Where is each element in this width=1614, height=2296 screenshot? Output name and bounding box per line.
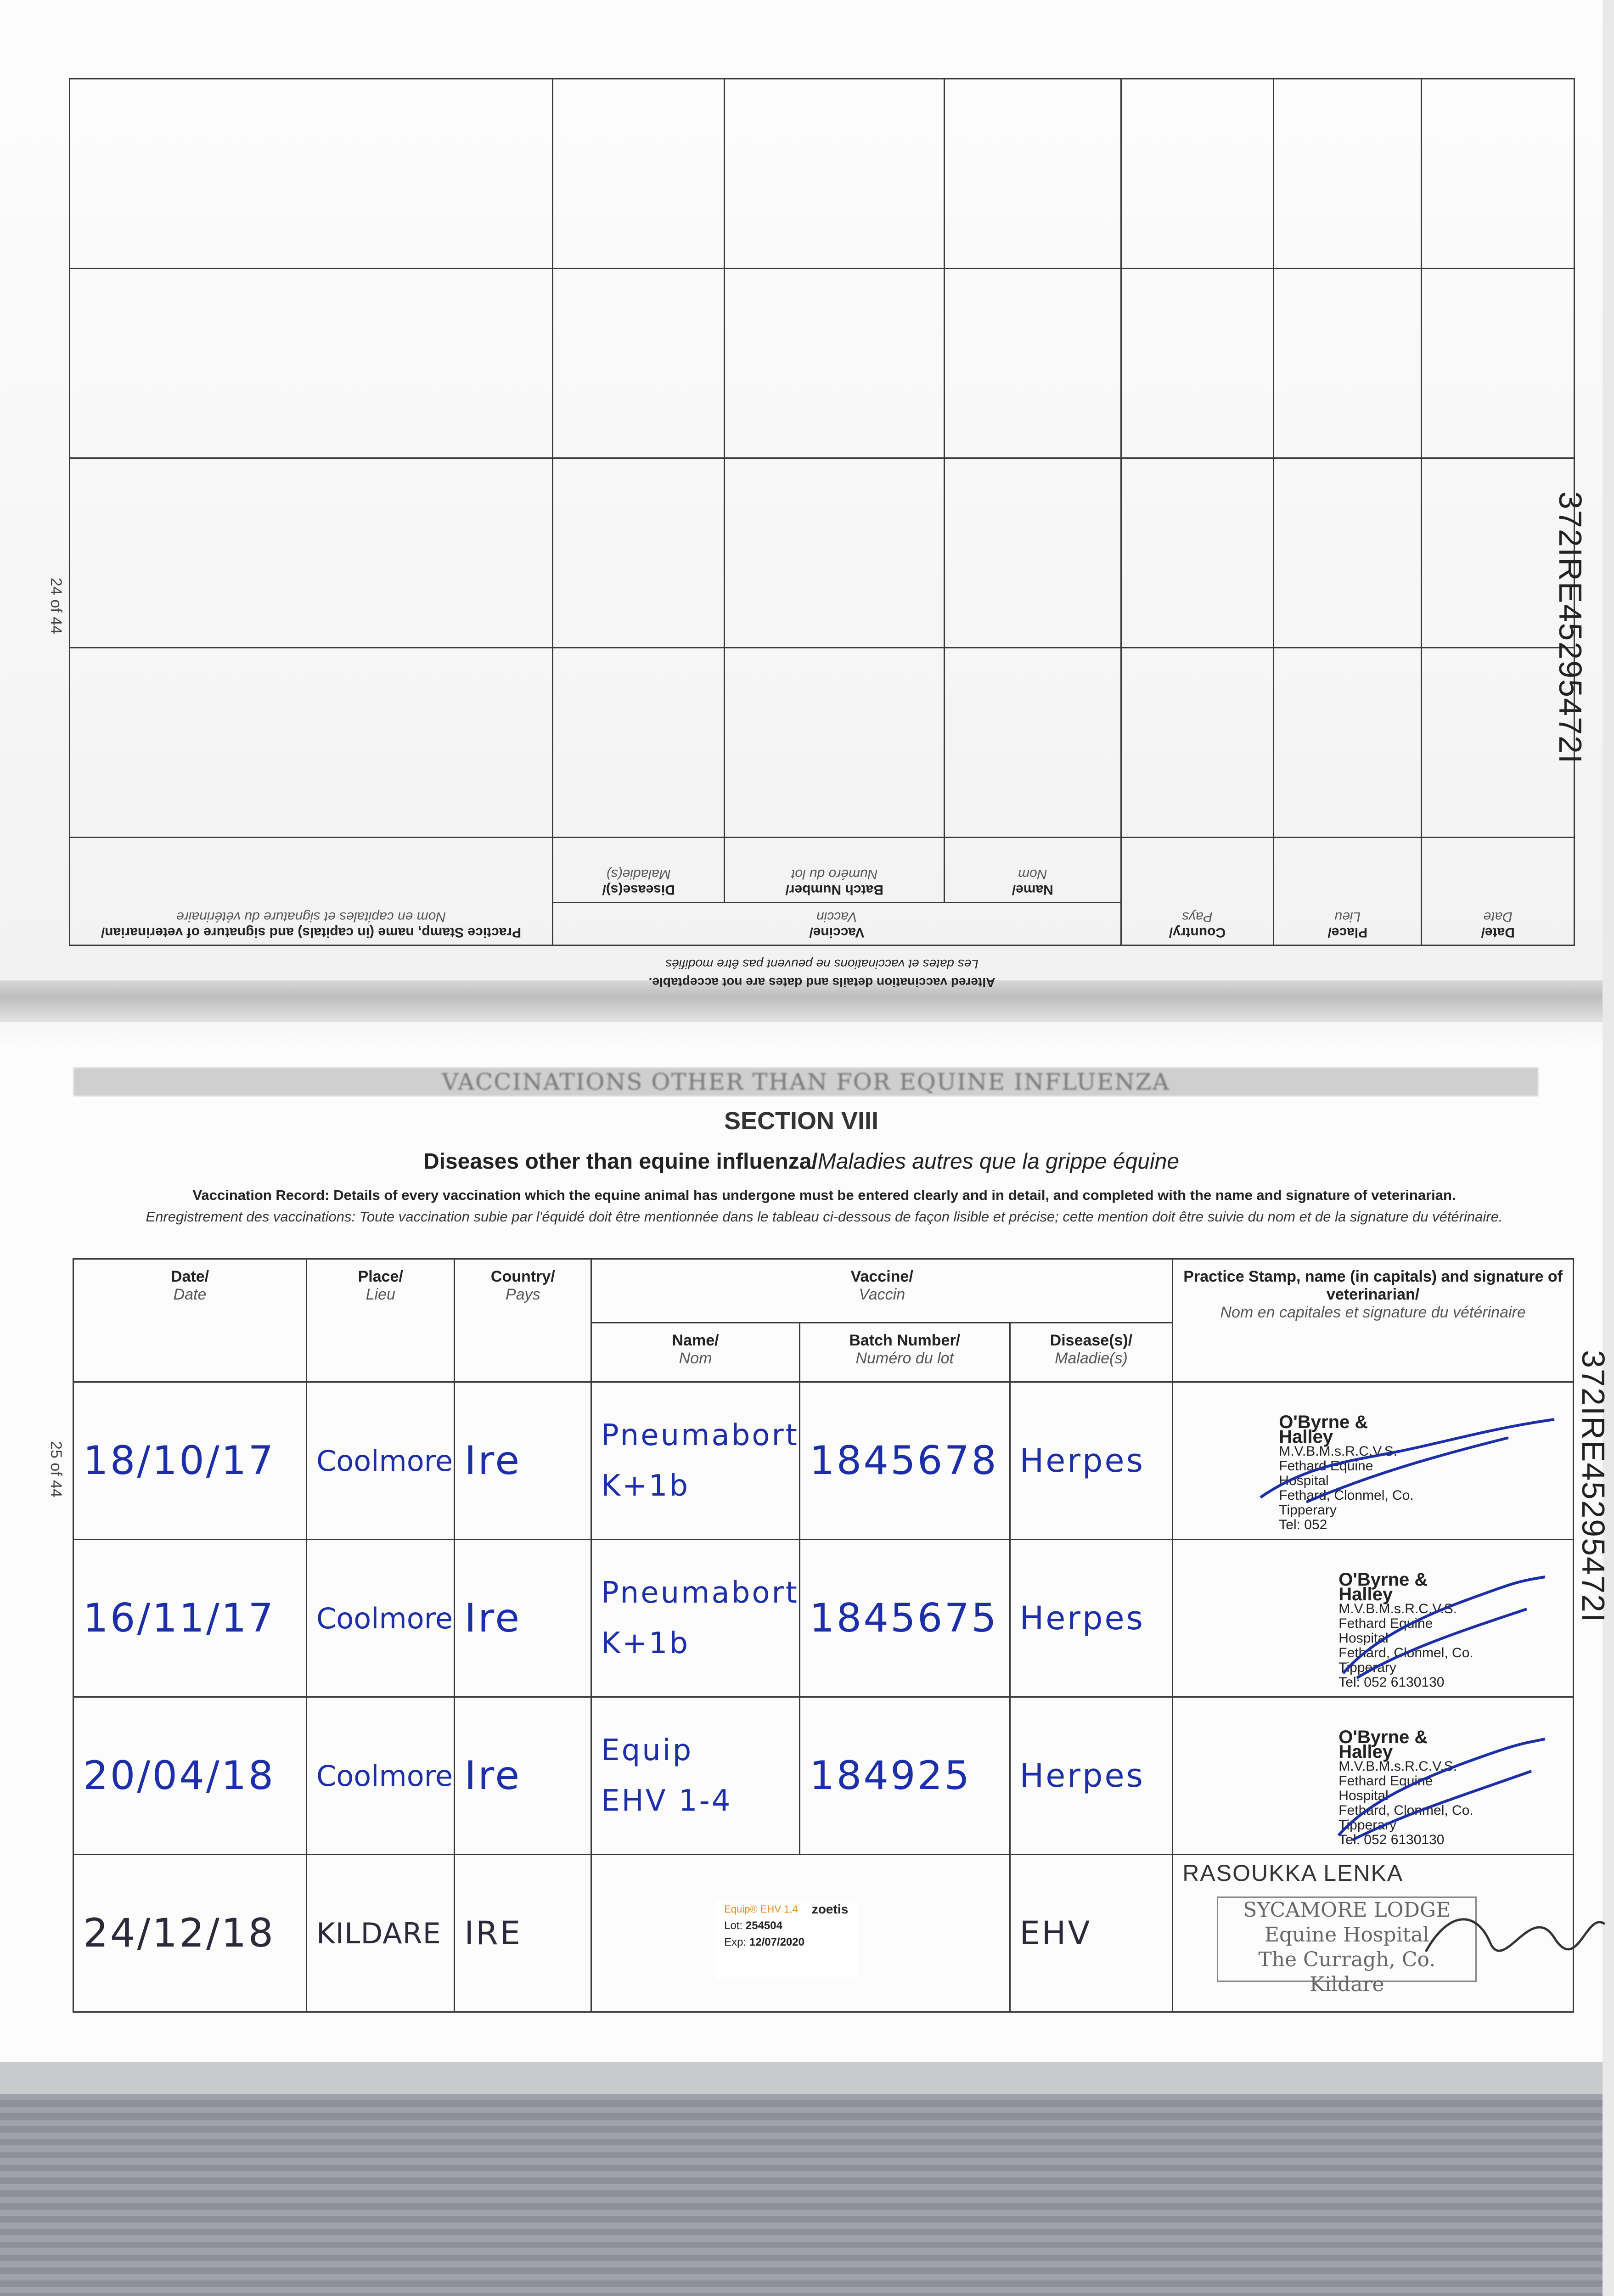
cell-date: 20/04/18	[73, 1697, 307, 1855]
cell-vaccine-name	[591, 1540, 800, 1697]
altered-note: Altered vaccination details and dates are not acceptable.	[648, 975, 995, 990]
sticker-maker: zoetis	[811, 1902, 849, 1916]
record-instructions: Vaccination Record: Details of every vaccination which the equine animal has undergone must be entered clearly and in detail, and completed with the name and signature of veterinarian.	[192, 1187, 1456, 1203]
vaccine-name-line1: Pneumabort	[601, 1576, 799, 1610]
section-banner: VACCINATIONS OTHER THAN FOR EQUINE INFLUENZA	[73, 1068, 1538, 1096]
vaccine-name-line1: Pneumabort	[601, 1418, 799, 1452]
practice-stamp: O'Byrne & Halley M.V.B.M.s.R.C.V.S. Fethard Equine Hospital Fethard, Clonmel, Co. Tipperary Tel: 052	[1279, 1412, 1414, 1532]
vaccination-table	[73, 1258, 1574, 2013]
header-diseases: Disease(s)/ Maladie(s)	[1010, 1323, 1173, 1382]
cell-place: Coolmore	[307, 1697, 455, 1855]
table-row	[73, 1540, 1574, 1697]
section-title: SECTION VIII	[724, 1107, 879, 1135]
practice-stamp: O'Byrne & Halley M.V.B.M.s.R.C.V.S. Fethard Equine Hospital Fethard, Clonmel, Co. Tipperary Tel: 052 6130130	[1338, 1570, 1473, 1690]
record-instructions-fr: Enregistrement des vaccinations: Toute vaccination subie par l'équidé doit être mentionnée dans le tableau ci-dessous de façon lisible et précise; cette mention doit être suivie du nom et de la signature du vétérinaire.	[146, 1209, 1503, 1225]
header-stamp: Practice Stamp, name (in capitals) and signature of veterinarian/ Nom en capitales et signature du vétérinaire	[1173, 1259, 1574, 1382]
cell-disease: Herpes	[1010, 1697, 1173, 1855]
header-country: Country/ Pays	[1121, 838, 1274, 945]
section-subtitle: Diseases other than equine influenza/Maladies autres que la grippe équine	[423, 1149, 1180, 1174]
vaccine-name-line2: K+1b	[601, 1469, 690, 1503]
lower-page-number: 25 of 44	[47, 1441, 65, 1497]
cell-batch: 184925	[799, 1697, 1010, 1855]
cell-disease: Herpes	[1010, 1540, 1173, 1697]
binder-edge	[0, 2062, 1603, 2296]
cell-country: Ire	[455, 1697, 591, 1855]
cell-country: Ire	[455, 1540, 591, 1697]
cell-date: 16/11/17	[73, 1540, 307, 1697]
cell-stamp	[1173, 1697, 1574, 1855]
vaccine-name-line2: K+1b	[601, 1626, 690, 1660]
cell-vaccine-name	[591, 1382, 800, 1540]
header-date: Date/ Date	[1422, 838, 1575, 945]
header-date: Date/ Date	[73, 1259, 307, 1382]
cell-vaccine-name	[591, 1697, 800, 1855]
table-row	[70, 648, 1575, 838]
cell-vaccine-name	[591, 1855, 1010, 2012]
vaccine-name-line2: EHV 1-4	[601, 1784, 732, 1818]
cell-stamp	[1173, 1540, 1574, 1697]
upper-passport-id: 372IRE45295472I	[1552, 491, 1588, 765]
header-country: Country/ Pays	[455, 1259, 591, 1382]
signature-icon	[1251, 1410, 1573, 1516]
upper-vaccination-table	[69, 78, 1575, 946]
lower-passport-id: 372IRE45295472I	[1575, 1350, 1611, 1623]
cell-country: Ire	[455, 1382, 591, 1540]
cell-place: Coolmore	[307, 1382, 455, 1540]
header-place: Place/ Lieu	[307, 1259, 455, 1382]
practice-stamp: O'Byrne & Halley M.V.B.M.s.R.C.V.S. Fethard Equine Hospital Fethard, Clonmel, Co. Tipperary Tel: 052 6130130	[1338, 1727, 1473, 1847]
vaccine-sticker: Equip® EHV 1,4 zoetis Lot: 254504 Exp: 12/07/2020	[716, 1901, 857, 1979]
header-batch: Batch Number/ Numéro du lot	[725, 838, 945, 903]
signature-icon	[1251, 1568, 1573, 1687]
table-header-row	[70, 903, 1575, 945]
cell-stamp	[1173, 1382, 1574, 1540]
cell-stamp	[1173, 1855, 1574, 2012]
cell-date: 18/10/17	[73, 1382, 307, 1540]
sticker-exp: 12/07/2020	[749, 1936, 804, 1948]
vaccine-name-line1: Equip	[601, 1733, 693, 1767]
table-row	[70, 79, 1575, 269]
header-stamp: Practice Stamp, name (in capitals) and signature of veterinarian/ Nom en capitales et signature du vétérinaire	[70, 838, 553, 945]
sycamore-stamp: SYCAMORE LODGE Equine Hospital The Curragh, Co. Kildare	[1217, 1896, 1477, 1982]
cell-date: 24/12/18	[73, 1855, 307, 2012]
table-header-row	[73, 1259, 1574, 1323]
header-diseases: Disease(s)/ Maladie(s)	[553, 838, 725, 903]
cell-country: IRE	[455, 1855, 591, 2012]
header-batch: Batch Number/ Numéro du lot	[799, 1323, 1010, 1382]
vet-name: RASOUKKA LENKA	[1182, 1860, 1404, 1886]
table-row	[73, 1855, 1574, 2012]
table-row	[73, 1382, 1574, 1540]
header-name: Name/ Nom	[944, 838, 1121, 903]
sticker-lot: 254504	[745, 1919, 782, 1932]
signature-icon	[1251, 1725, 1573, 1845]
cell-batch: 1845675	[799, 1540, 1010, 1697]
table-row	[70, 269, 1575, 458]
upper-page-content	[69, 73, 1575, 990]
sticker-brand: Equip® EHV 1,4	[724, 1903, 798, 1915]
table-row	[73, 1697, 1574, 1855]
cell-disease: EHV	[1010, 1855, 1173, 2012]
header-vaccine: Vaccine/ Vaccin	[591, 1259, 1173, 1323]
header-vaccine: Vaccine/ Vaccin	[553, 903, 1121, 945]
signature-icon	[1421, 1883, 1614, 1975]
cell-disease: Herpes	[1010, 1382, 1173, 1540]
cell-place: KILDARE	[307, 1855, 455, 2012]
upper-page-number: 24 of 44	[47, 578, 65, 634]
header-place: Place/ Lieu	[1274, 838, 1422, 945]
cell-batch: 1845678	[799, 1382, 1010, 1540]
cell-place: Coolmore	[307, 1540, 455, 1697]
table-row	[70, 458, 1575, 648]
altered-note-fr: Les dates et vaccinations ne peuvent pas être modifiés	[665, 957, 979, 971]
header-name: Name/ Nom	[591, 1323, 800, 1382]
